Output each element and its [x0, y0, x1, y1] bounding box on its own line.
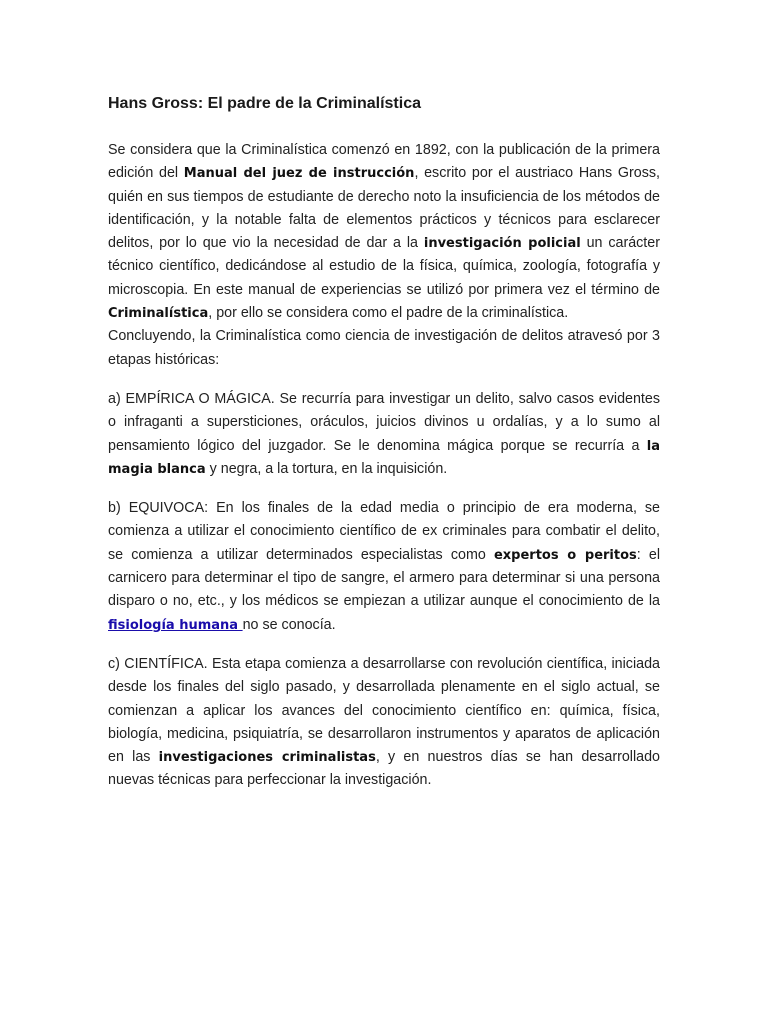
- paragraph-text: no se conocía.: [242, 616, 336, 633]
- paragraph-gap: [108, 481, 660, 497]
- link-fisiologia-humana[interactable]: fisiología humana: [108, 617, 243, 633]
- paragraph-text: Se considera que la Criminalística comenzó en 1892, con la publicación de la primera edición del: [108, 142, 660, 182]
- bold-term-investigacion-policial: investigación policial: [423, 236, 581, 252]
- bold-term-manual: Manual del juez de instrucción: [183, 166, 415, 182]
- paragraph-text: un carácter técnico científico, dedicándose al estudio de la física, química, zoología, fotografía y microscopia. En este manual de experiencias se utilizó por primera vez el término de: [108, 235, 660, 298]
- paragraph-text: b) EQUIVOCA: En los finales de la edad media o principio de era moderna, se comienza a utilizar el conocimiento científico de ex criminales para combatir el delito, se comienza a utilizar determinados especialistas como: [108, 500, 660, 563]
- document-title: Hans Gross: El padre de la Criminalística: [108, 95, 421, 112]
- bold-term-criminalistica: Criminalística: [108, 306, 209, 322]
- bold-term-expertos-peritos: expertos o peritos: [493, 547, 637, 563]
- paragraph-text: , y en nuestros días se han desarrollado nuevas técnicas para perfeccionar la investigación.: [108, 749, 660, 789]
- paragraph-gap: [108, 637, 660, 653]
- document-page: [108, 92, 660, 793]
- bold-term-magia-blanca: la magia blanca: [108, 438, 660, 477]
- paragraph-text: c) CIENTÍFICA. Esta etapa comienza a desarrollarse con revolución científica, iniciada desde los finales del siglo pasado, y desarrollada plenamente en el siglo actual, se comienzan a aplicar los avances del conocimiento científico en: química, física, biología, medicina, psiquiatría, se desarrollaron instrumentos y aparatos de aplicación en las: [108, 655, 660, 766]
- paragraph-stage-empirica: [108, 388, 660, 481]
- paragraph-text: , escrito por el austriaco Hans Gross, quién en sus tiempos de estudiante de derecho noto la insuficiencia de los métodos de identificación, y la notable falta de elementos prácticos y técnicos para esclarecer delitos, por lo que vio la necesidad de dar a la: [108, 165, 660, 252]
- bold-term-investigaciones-criminalistas: investigaciones criminalistas: [158, 750, 376, 766]
- paragraph-text: a) EMPÍRICA O MÁGICA. Se recurría para investigar un delito, salvo casos evidentes o infraganti a supersticiones, oráculos, juicios divinos u ordalías, y a lo sumo al pensamiento lógico del juzgador. Se le denomina mágica porque se recurría a: [108, 390, 660, 454]
- paragraph-text: , por ello se considera como el padre de la criminalística.: [208, 305, 569, 322]
- paragraph-stage-cientifica: [108, 653, 660, 793]
- paragraph-gap: [108, 372, 660, 388]
- paragraph-text: : el carnicero para determinar el tipo de sangre, el armero para determinar si una persona disparo o no, etc., y los médicos se empiezan a utilizar aunque el conocimiento de la: [108, 546, 661, 610]
- paragraph-conclusion: Concluyendo, la Criminalística como ciencia de investigación de delitos atravesó por 3 etapas históricas:: [108, 328, 660, 368]
- paragraph-stage-equivoca: [108, 497, 660, 637]
- paragraph-text: y negra, a la tortura, en la inquisición.: [205, 460, 448, 477]
- paragraph-intro: [108, 139, 660, 325]
